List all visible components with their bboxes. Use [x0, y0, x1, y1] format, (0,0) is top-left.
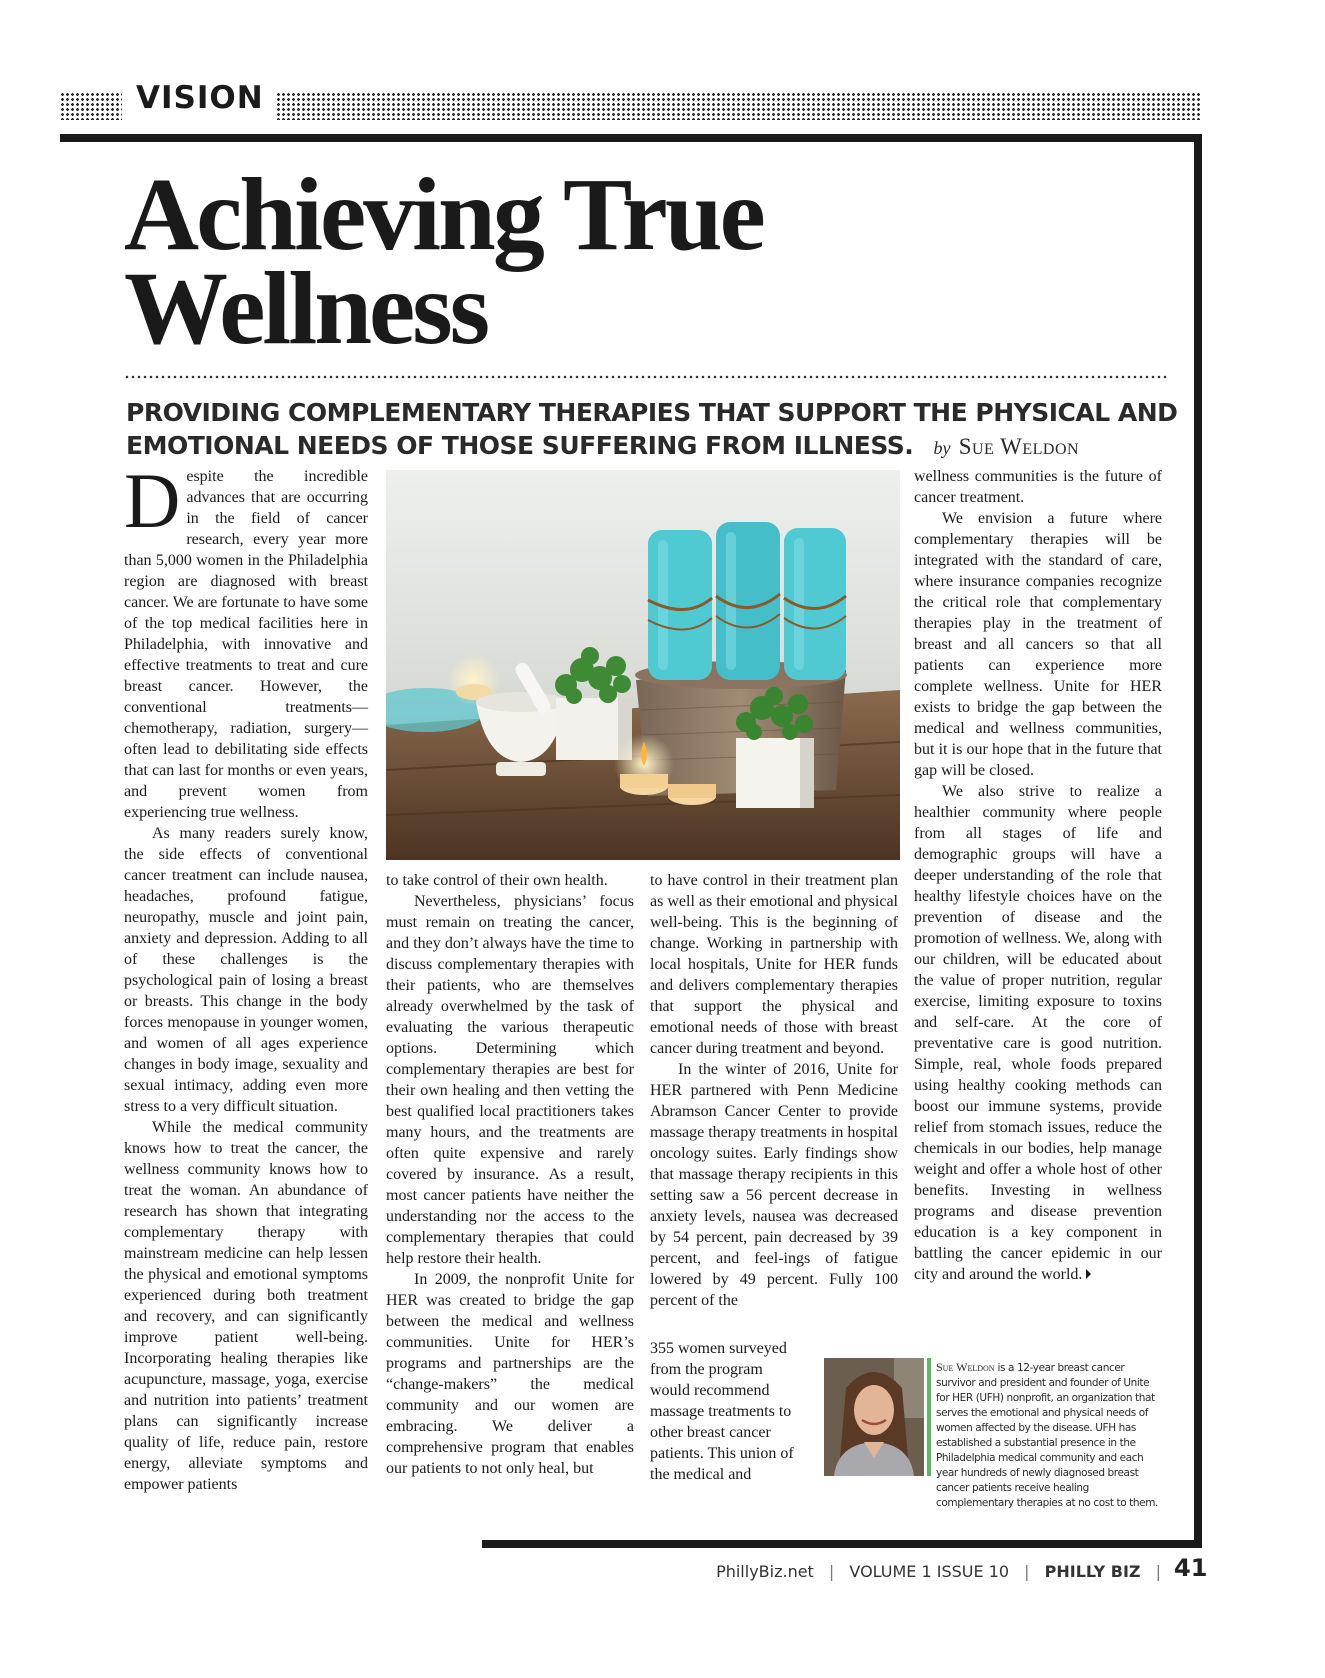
author-bio [936, 1360, 1160, 1511]
header-dots-right [276, 92, 1202, 120]
frame-bottom-rule [482, 1540, 1202, 1548]
paragraph-7: to have control in their treatment plan as well as their emotional and physical well-being. This is the beginning of change. Working in partnership with local hospitals, Unite for HER funds and delivers complementary therapies that support the physical and emotional needs of those with breast cancer during treatment and beyond. [650, 872, 898, 1057]
frame-right-rule [1194, 134, 1202, 1548]
footer-separator: | [828, 1562, 835, 1581]
paragraph-9: wellness communities is the future of cancer treatment. [914, 468, 1162, 506]
paragraph-4: to take control of their own health. [386, 872, 608, 889]
byline-name: Sue Weldon [958, 434, 1080, 459]
headline-line-2: Wellness [124, 251, 488, 366]
headline-line-1: Achieving True [124, 157, 763, 272]
author-portrait-image [824, 1358, 924, 1476]
dropcap: D [124, 457, 181, 544]
header-dots-left [60, 92, 122, 120]
author-photo [824, 1358, 924, 1476]
page-number: 41 [1174, 1554, 1208, 1582]
paragraph-1-text: espite the incredible advances that are occurring in the field of cancer research, every year more than 5,000 women in the Philadelphia region are diagnosed with breast cancer. We are fortunate to have some of the top medical facilities here in Philadelphia, with innovative and effective treatments to treat and cure breast cancer. However, the conventional treatments—chemotherapy, radiation, surgery—often lead to debilitating side effects that can last for months or even years, and prevent women from experiencing true wellness. [124, 468, 368, 821]
end-mark-icon [1086, 1269, 1091, 1279]
bio-text: is a 12-year breast cancer survivor and president and founder of Unite for HER (UFH) nonprofit, an organization that serves the emotional and physical needs of women affected by the disease. UFH has established a substantial presence in the Philadelphia medical community and each year hundreds of newly diagnosed breast cancer patients receive healing complementary therapies at no cost to them. [936, 1362, 1158, 1509]
section-label: VISION [136, 80, 264, 116]
article-column-3 [650, 870, 898, 1335]
footer-site: PhillyBiz.net [716, 1562, 814, 1581]
frame-top-rule [60, 134, 1202, 142]
paragraph-8: In the winter of 2016, Unite for HER partnered with Penn Medicine Abramson Cancer Center to provide massage therapy treatments in hospital oncology suites. Early findings show that massage therapy recipients in this setting saw a 56 percent decrease in anxiety levels, nausea was decreased by 54 percent, pain decreased by 39 percent, and feel-ings of fatigue lowered by 49 percent. Fully 100 percent of the [650, 1061, 898, 1309]
subhead-line-2-text: EMOTIONAL NEEDS OF THOSE SUFFERING FROM ILLNESS. [126, 431, 914, 460]
paragraph-11-text: We also strive to realize a healthier community where people from all stages of life and demographic groups will have a deeper understanding of the role that healthy lifestyle choices have on the prevention of disease and the promotion of wellness. We, along with our children, will be educated about the value of proper nutrition, regular exercise, limiting exposure to toxins and self-care. At the core of preventative care is good nutrition. Simple, real, whole foods prepared using healthy cooking methods can boost our immune systems, provide relief from stomach issues, reduce the chemicals in our bodies, help manage weight and offer a whole host of other benefits. Investing in wellness programs and disease prevention education is a key component in battling the cancer epidemic in our city and around the world. [914, 783, 1162, 1283]
page-footer [716, 1562, 1171, 1581]
article-photo [386, 470, 900, 860]
article-column-2 [386, 870, 634, 1520]
subhead-line-2 [126, 429, 1186, 465]
byline-prefix: by [933, 438, 951, 458]
paragraph-6: In 2009, the nonprofit Unite for HER was created to bridge the gap between the medical and wellness communities. Unite for HER’s programs and partnerships are the “change-makers” the medical community and our women are embracing. We deliver a comprehensive program that enables our patients to not only heal, but [386, 1271, 634, 1477]
subhead [126, 396, 1186, 465]
paragraph-1 [124, 457, 368, 823]
bio-accent-bar [927, 1358, 931, 1476]
bio-name: Sue Weldon [936, 1360, 995, 1374]
footer-issue: VOLUME 1 ISSUE 10 [849, 1562, 1010, 1581]
paragraph-5: Nevertheless, physicians’ focus must remain on treating the cancer, and they don’t always have the time to discuss complementary therapies with their patients, who are themselves already overwhelmed by the task of evaluating the various therapeutic options. Determining which complementary therapies are best for their own healing and then vetting the best qualified local practitioners takes many hours, and the treatments are often quite expensive and rarely covered by insurance. As a result, most cancer patients have neither the understanding nor the access to the complementary therapies that could help restore their health. [386, 893, 634, 1267]
paragraph-2: As many readers surely know, the side effects of conventional cancer treatment can include nausea, headaches, profound fatigue, neuropathy, muscle and joint pain, anxiety and depression. Adding to all of these challenges is the psychological pain of losing a breast or breasts. This change in the body forces menopause in younger women, and women of all ages experience changes in body image, sexuality and sexual intimacy, adding even more stress to a very difficult situation. [124, 825, 368, 1115]
dotted-divider [124, 375, 1169, 379]
article-column-1 [124, 457, 368, 1556]
subhead-line-1: PROVIDING COMPLEMENTARY THERAPIES THAT SUPPORT THE PHYSICAL AND [126, 398, 1178, 427]
paragraph-11 [914, 781, 1162, 1285]
paragraph-10: We envision a future where complementary therapies will be integrated with the standard of care, where insurance companies recognize the critical role that complementary therapies play in the treatment of breast and all cancers so that all patients can experience more complete wellness. Unite for HER exists to bridge the gap between the medical and wellness communities, but it is our hope that in the future that gap will be closed. [914, 510, 1162, 779]
article-column-3-tail [650, 1338, 804, 1498]
headline [124, 157, 763, 366]
paragraph-3: While the medical community knows how to treat the cancer, the wellness community knows how to treat the woman. An abundance of research has shown that integrating complementary therapy with mainstream medicine can help lessen the physical and emotional symptoms experienced during both treatment and recovery, and can significantly improve patient well-being. Incorporating healing therapies like acupuncture, massage, yoga, exercise and nutrition into patients’ treatment plans can significantly increase quality of life, reduce pain, restore energy, alleviate symptoms and empower patients [124, 1119, 368, 1493]
footer-separator: | [1155, 1562, 1161, 1581]
article-column-4 [914, 466, 1162, 1346]
spa-still-life-image [386, 470, 900, 860]
footer-separator: | [1024, 1562, 1030, 1581]
footer-brand: PHILLY BIZ [1044, 1562, 1141, 1581]
paragraph-8-tail: 355 women surveyed from the program would recommend massage treatments to other breast cancer patients. This union of the medical and [650, 1340, 794, 1483]
